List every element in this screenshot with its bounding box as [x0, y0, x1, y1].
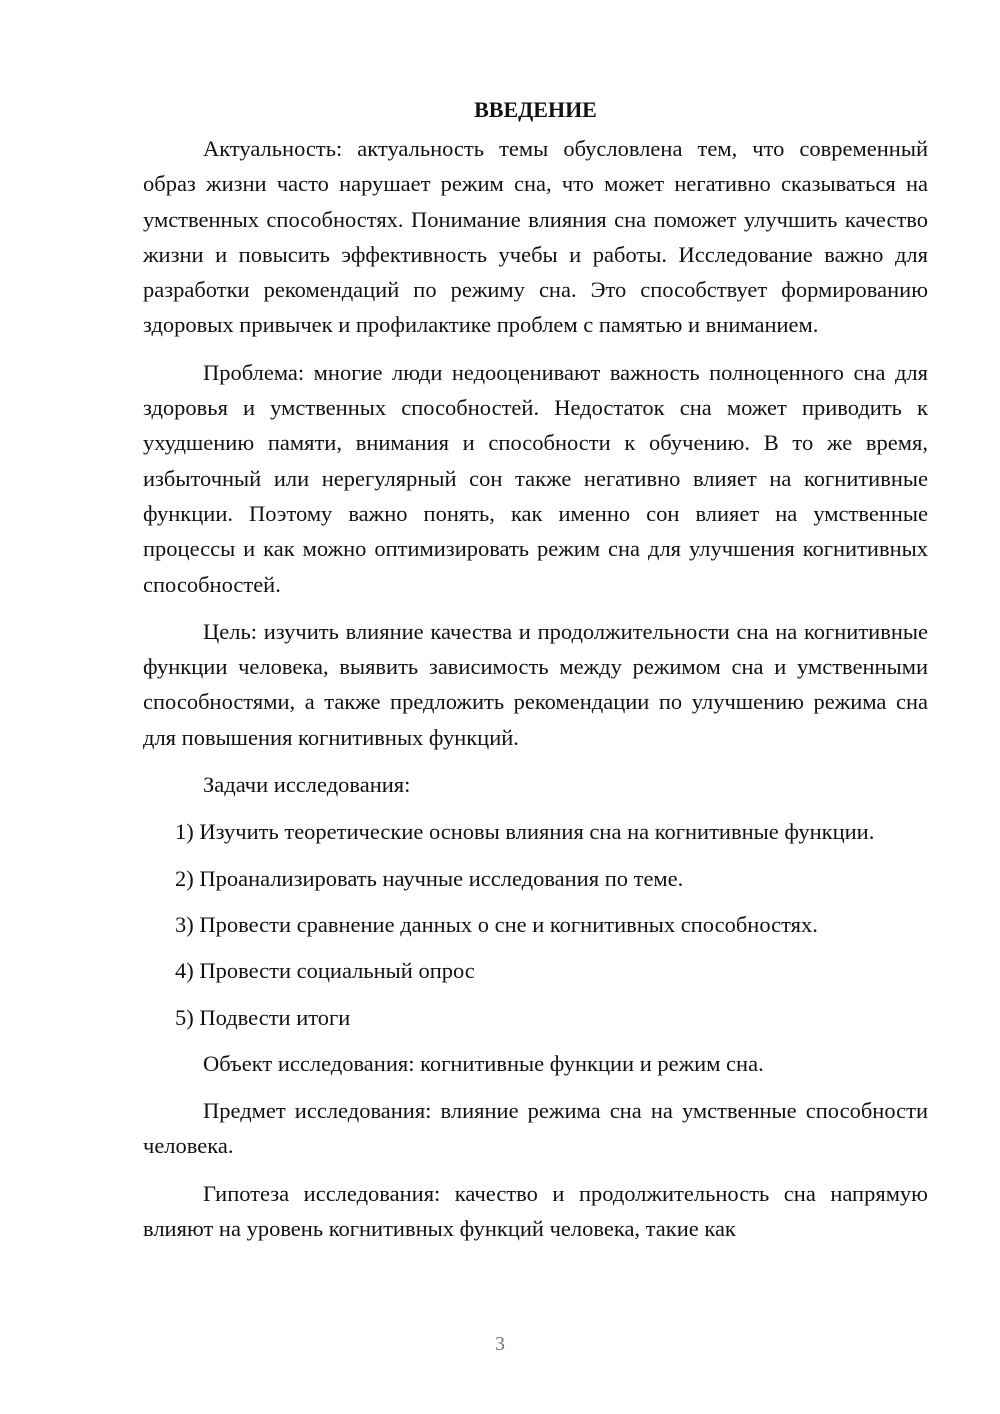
paragraph-object: Объект исследования: когнитивные функции и режим сна. [203, 1050, 764, 1076]
paragraph-goal: Цель: изучить влияние качества и продолжительности сна на когнитивные функции человека, выявить зависимость между режимом сна и умственными способностями, а также предложить рекомендации по улучшению режима сна для повышения когнитивных функций. [143, 618, 928, 750]
page-number: 3 [495, 1333, 505, 1355]
task-item-3: 3) Провести сравнение данных о сне и когнитивных способностях. [175, 911, 818, 937]
task-item-5: 5) Подвести итоги [175, 1004, 351, 1030]
paragraph-hypothesis: Гипотеза исследования: качество и продолжительность сна напрямую влияют на уровень когнитивных функций человека, такие как [143, 1180, 928, 1242]
document-page [143, 95, 928, 1258]
task-item-4: 4) Провести социальный опрос [175, 958, 475, 984]
task-item-2: 2) Проанализировать научные исследования по теме. [175, 865, 684, 891]
paragraph-subject: Предмет исследования: влияние режима сна на умственные способности человека. [143, 1098, 928, 1159]
section-heading: ВВЕДЕНИЕ [474, 97, 597, 122]
task-item-1: 1) Изучить теоретические основы влияния сна на когнитивные функции. [175, 819, 875, 845]
paragraph-problem: Проблема: многие люди недооценивают важность полноценного сна для здоровья и умственных способностей. Недостаток сна может приводить к ухудшению памяти, внимания и способности к обучению. В то же время, избыточный или нерегулярный сон также негативно влияет на когнитивные функции. Поэтому важно понять, как именно сон влияет на умственные процессы и как можно оптимизировать режим сна для улучшения когнитивных способностей. [143, 359, 928, 597]
paragraph-relevance: Актуальность: актуальность темы обусловлена тем, что современный образ жизни часто нарушает режим сна, что может негативно сказываться на умственных способностях. Понимание влияния сна поможет улучшить качество жизни и повысить эффективность учебы и работы. Исследование важно для разработки рекомендаций по режиму сна. Это способствует формированию здоровых привычек и профилактике проблем с памятью и вниманием. [143, 136, 928, 338]
tasks-title: Задачи исследования: [203, 772, 411, 798]
